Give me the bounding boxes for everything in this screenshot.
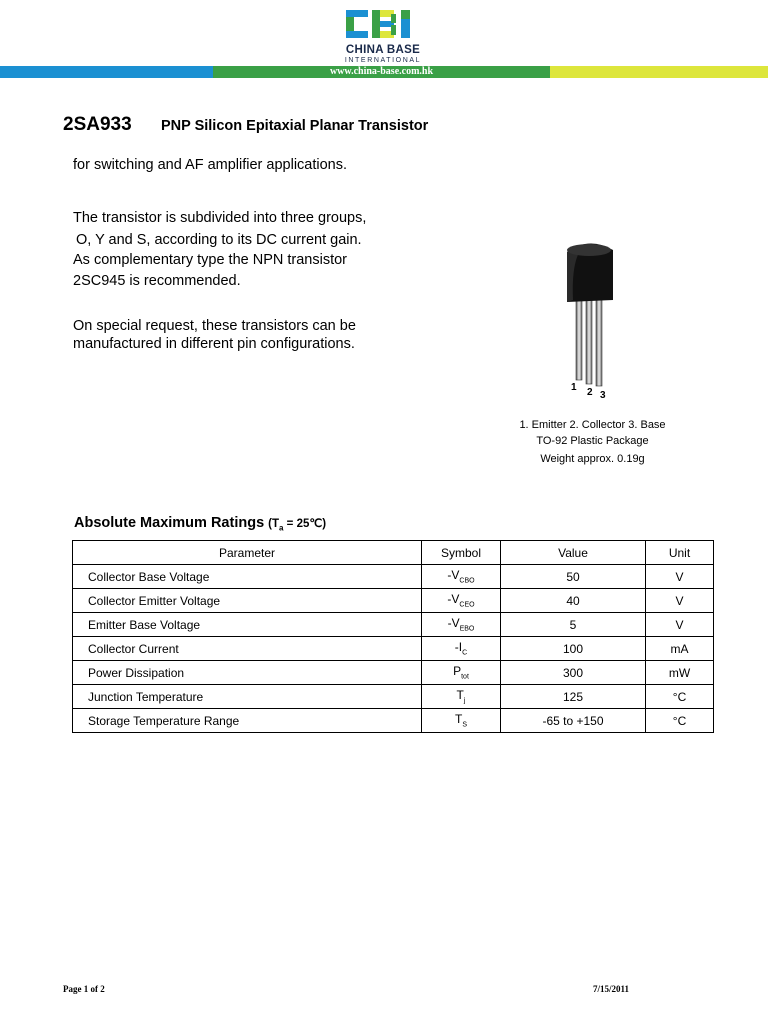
header-unit: Unit bbox=[646, 541, 714, 565]
row-unit: V bbox=[646, 565, 714, 589]
row-parameter: Collector Current bbox=[73, 637, 422, 661]
ratings-condition bbox=[268, 518, 327, 533]
pin-label-1: 1 bbox=[571, 382, 577, 393]
row-parameter: Storage Temperature Range bbox=[73, 709, 422, 733]
groups-text-line: The transistor is subdivided into three groups, bbox=[73, 210, 367, 226]
row-unit: V bbox=[646, 613, 714, 637]
row-value: 125 bbox=[501, 685, 646, 709]
document-date: 7/15/2011 bbox=[593, 984, 630, 994]
symbol-sub: CEO bbox=[459, 601, 475, 609]
symbol-sub: tot bbox=[461, 673, 469, 681]
package-name: TO-92 Plastic Package bbox=[536, 435, 649, 447]
application-text: for switching and AF amplifier applications. bbox=[73, 157, 348, 173]
ratings-cond-open: (T bbox=[268, 518, 280, 530]
ratings-cond-close: = 25℃) bbox=[283, 518, 327, 530]
header-value: Value bbox=[501, 541, 646, 565]
page-number: Page 1 of 2 bbox=[63, 984, 105, 994]
row-symbol bbox=[422, 589, 501, 613]
ratings-cond-sub: a bbox=[279, 523, 284, 533]
table-row bbox=[73, 589, 714, 613]
header-band-yellow bbox=[550, 66, 768, 78]
company-url[interactable]: www.china-base.com.hk bbox=[329, 66, 434, 77]
ratings-title: Absolute Maximum Ratings bbox=[74, 515, 265, 531]
part-description: PNP Silicon Epitaxial Planar Transistor bbox=[161, 118, 429, 134]
table-row bbox=[73, 685, 714, 709]
row-symbol bbox=[422, 709, 501, 733]
row-unit: V bbox=[646, 589, 714, 613]
company-subtitle: INTERNATIONAL bbox=[344, 57, 422, 64]
company-name: CHINA BASE bbox=[345, 44, 421, 56]
groups-text-line: O, Y and S, according to its DC current gain. bbox=[76, 232, 362, 248]
symbol-sub: S bbox=[462, 721, 467, 729]
symbol-main: -V bbox=[447, 568, 460, 583]
symbol-main: P bbox=[453, 664, 462, 679]
row-symbol bbox=[422, 685, 501, 709]
row-parameter: Collector Base Voltage bbox=[73, 565, 422, 589]
row-symbol bbox=[422, 565, 501, 589]
table-row bbox=[73, 637, 714, 661]
row-value: 300 bbox=[501, 661, 646, 685]
symbol-sub: j bbox=[463, 697, 466, 705]
row-unit: °C bbox=[646, 685, 714, 709]
groups-text-line: 2SC945 is recommended. bbox=[73, 273, 241, 289]
row-parameter: Collector Emitter Voltage bbox=[73, 589, 422, 613]
symbol-sub: C bbox=[462, 649, 468, 657]
symbol-main: -V bbox=[447, 592, 460, 607]
symbol-main: T bbox=[454, 712, 463, 727]
ratings-table bbox=[72, 540, 714, 733]
table-row bbox=[73, 661, 714, 685]
row-unit: °C bbox=[646, 709, 714, 733]
package-weight: Weight approx. 0.19g bbox=[540, 453, 645, 465]
row-parameter: Emitter Base Voltage bbox=[73, 613, 422, 637]
header-symbol: Symbol bbox=[422, 541, 501, 565]
header-parameter: Parameter bbox=[73, 541, 422, 565]
row-unit: mW bbox=[646, 661, 714, 685]
special-request-line: manufactured in different pin configurations. bbox=[73, 336, 355, 352]
special-request-line: On special request, these transistors can be bbox=[73, 318, 356, 334]
pin-label-2: 2 bbox=[587, 387, 593, 398]
row-symbol bbox=[422, 637, 501, 661]
symbol-main: -I bbox=[454, 640, 463, 655]
table-row bbox=[73, 613, 714, 637]
symbol-sub: EBO bbox=[459, 625, 475, 633]
groups-text-line: As complementary type the NPN transistor bbox=[73, 252, 347, 268]
table-row bbox=[73, 565, 714, 589]
symbol-main: T bbox=[456, 688, 464, 703]
logo-letter-i bbox=[401, 10, 410, 38]
row-value: 5 bbox=[501, 613, 646, 637]
row-unit: mA bbox=[646, 637, 714, 661]
row-parameter: Junction Temperature bbox=[73, 685, 422, 709]
ratings-heading bbox=[74, 515, 326, 532]
row-symbol bbox=[422, 661, 501, 685]
to92-transistor-image bbox=[555, 240, 635, 390]
table-row bbox=[73, 709, 714, 733]
row-value: 100 bbox=[501, 637, 646, 661]
pin-label-3: 3 bbox=[600, 390, 606, 401]
part-number: 2SA933 bbox=[63, 114, 132, 135]
header-band-blue bbox=[0, 66, 213, 78]
pin-description: 1. Emitter 2. Collector 3. Base bbox=[519, 419, 666, 431]
row-value: -65 to +150 bbox=[501, 709, 646, 733]
logo-letter-c bbox=[346, 10, 368, 38]
symbol-main: -V bbox=[447, 616, 460, 631]
ratings-header-row bbox=[73, 541, 714, 565]
row-symbol bbox=[422, 613, 501, 637]
logo-letter-b bbox=[372, 10, 396, 38]
row-value: 50 bbox=[501, 565, 646, 589]
symbol-sub: CBO bbox=[459, 577, 475, 585]
row-value: 40 bbox=[501, 589, 646, 613]
row-parameter: Power Dissipation bbox=[73, 661, 422, 685]
